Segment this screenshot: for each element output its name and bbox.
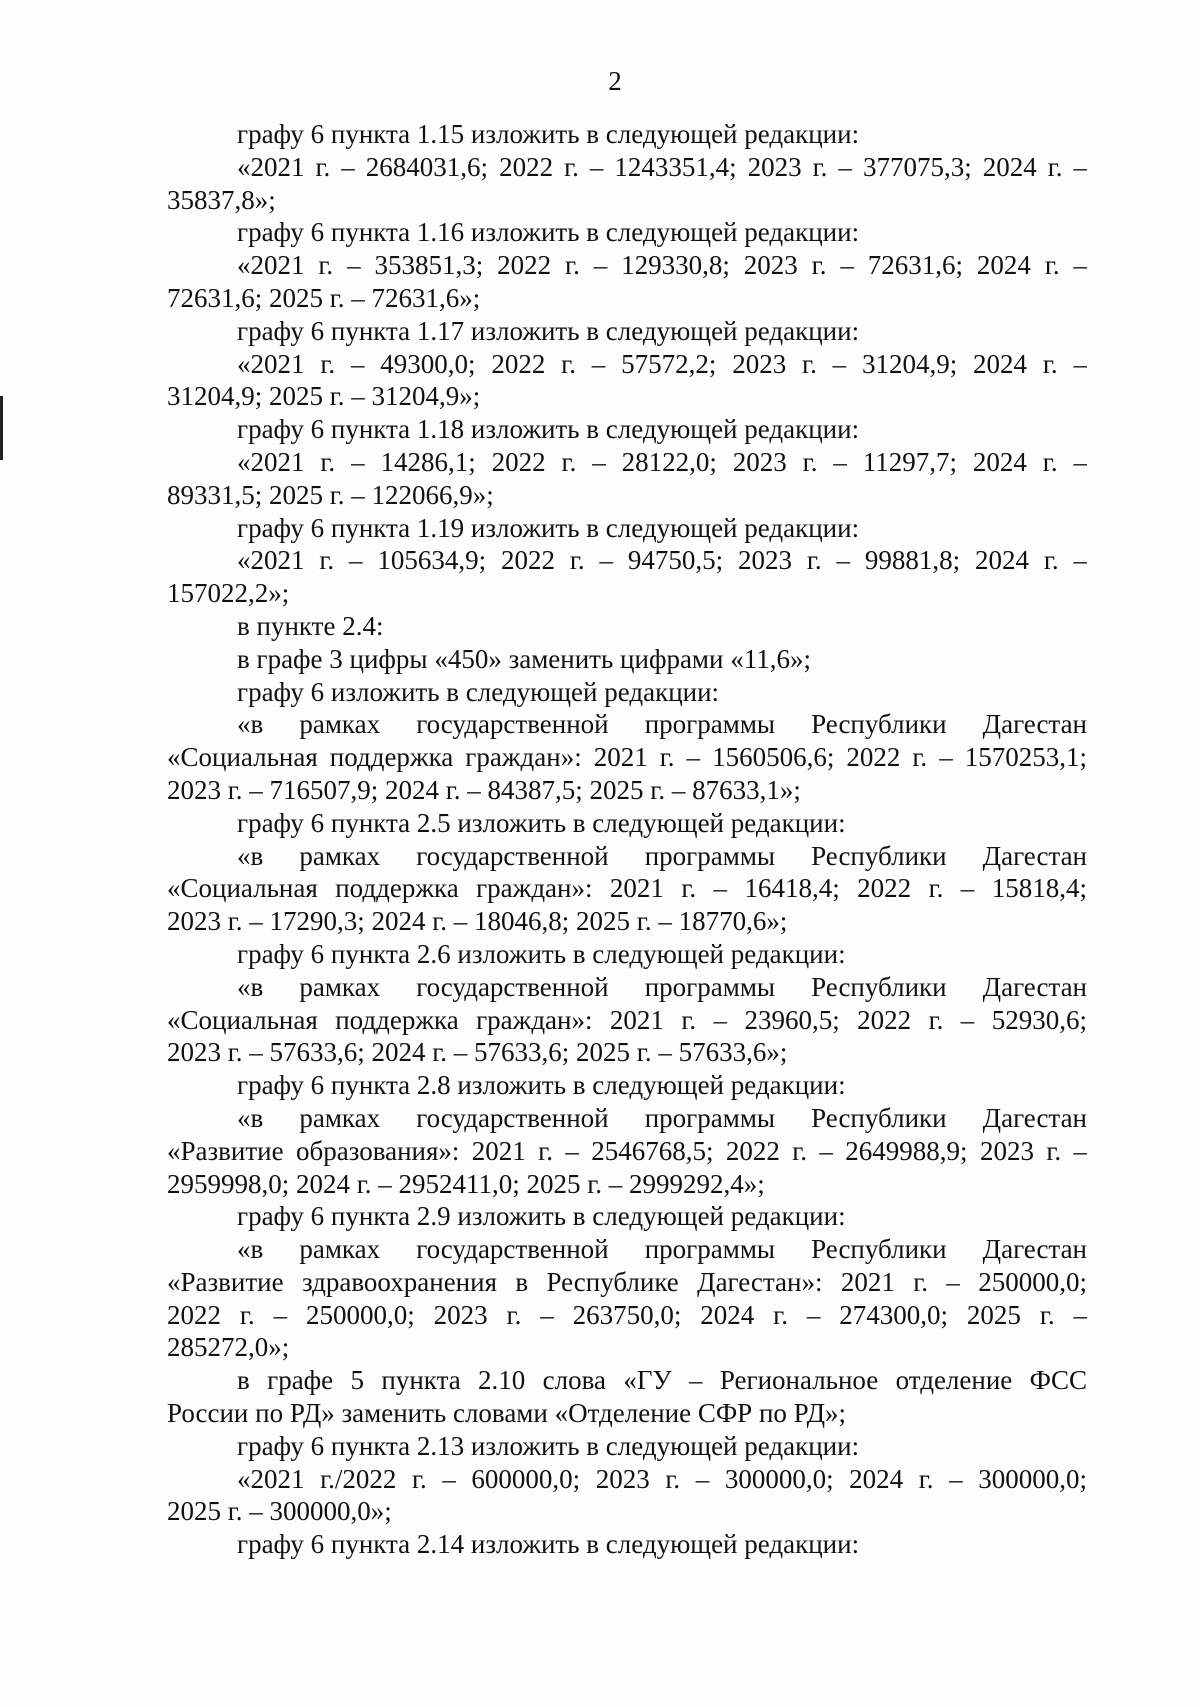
text-line: 2023 г. – 57633,6; 2024 г. – 57633,6; 2025 г. – 57633,6»; [167, 1037, 788, 1068]
text-line: графу 6 пункта 2.14 изложить в следующей редакции: [237, 1529, 860, 1560]
text-line: 157022,2»; [167, 578, 290, 609]
text-line: «Развитие здравоохранения в Республике Дагестан»: 2021 г. – 250000,0; [167, 1266, 1087, 1297]
text-line: в пункте 2.4: [237, 610, 384, 641]
text-line: 2023 г. – 716507,9; 2024 г. – 84387,5; 2025 г. – 87633,1»; [167, 774, 801, 805]
text-line: «2021 г. – 105634,9; 2022 г. – 94750,5; 2023 г. – 99881,8; 2024 г. – [237, 545, 1087, 576]
text-line: 72631,6; 2025 г. – 72631,6»; [167, 282, 481, 313]
text-line: в графе 3 цифры «450» заменить цифрами «11,6»; [237, 643, 811, 674]
text-line: «в рамках государственной программы Республики Дагестан [237, 1102, 1087, 1133]
text-line: 2023 г. – 17290,3; 2024 г. – 18046,8; 2025 г. – 18770,6»; [167, 906, 788, 937]
document-body [167, 118, 1087, 1561]
text-line: графу 6 пункта 1.18 изложить в следующей редакции: [237, 414, 860, 445]
text-line: 35837,8»; [167, 184, 276, 215]
text-line: графу 6 пункта 2.13 изложить в следующей редакции: [237, 1430, 860, 1461]
text-line: «2021 г. – 49300,0; 2022 г. – 57572,2; 2023 г. – 31204,9; 2024 г. – [237, 348, 1087, 379]
text-line: графу 6 пункта 2.5 изложить в следующей редакции: [237, 807, 846, 838]
text-line: 2025 г. – 300000,0»; [167, 1496, 392, 1527]
text-line: «в рамках государственной программы Республики Дагестан [237, 840, 1087, 871]
text-line: «2021 г./2022 г. – 600000,0; 2023 г. – 300000,0; 2024 г. – 300000,0; [237, 1463, 1087, 1494]
text-line: «в рамках государственной программы Республики Дагестан [237, 709, 1087, 740]
text-line: 2959998,0; 2024 г. – 2952411,0; 2025 г. – 2999292,4»; [167, 1168, 765, 1199]
text-line: «Социальная поддержка граждан»: 2021 г. – 23960,5; 2022 г. – 52930,6; [167, 1004, 1087, 1035]
text-line: 285272,0»; [167, 1332, 290, 1363]
text-line: «в рамках государственной программы Республики Дагестан [237, 1234, 1087, 1265]
text-line: «2021 г. – 14286,1; 2022 г. – 28122,0; 2023 г. – 11297,7; 2024 г. – [237, 446, 1087, 477]
text-line: графу 6 изложить в следующей редакции: [237, 676, 720, 707]
text-line: «в рамках государственной программы Республики Дагестан [237, 971, 1087, 1002]
text-line: графу 6 пункта 1.17 изложить в следующей редакции: [237, 315, 860, 346]
text-line: графу 6 пункта 1.15 изложить в следующей редакции: [237, 119, 860, 149]
text-line: «Развитие образования»: 2021 г. – 2546768,5; 2022 г. – 2649988,9; 2023 г. – [167, 1135, 1087, 1166]
text-line: 89331,5; 2025 г. – 122066,9»; [167, 479, 494, 510]
text-line: 31204,9; 2025 г. – 31204,9»; [167, 381, 481, 412]
text-line: графу 6 пункта 1.16 изложить в следующей редакции: [237, 217, 860, 248]
text-line: «2021 г. – 353851,3; 2022 г. – 129330,8; 2023 г. – 72631,6; 2024 г. – [237, 250, 1087, 281]
page-number: 2 [608, 66, 622, 96]
text-line: графу 6 пункта 2.8 изложить в следующей редакции: [237, 1070, 846, 1101]
text-line: «Социальная поддержка граждан»: 2021 г. – 16418,4; 2022 г. – 15818,4; [167, 873, 1087, 904]
text-line: «2021 г. – 2684031,6; 2022 г. – 1243351,4; 2023 г. – 377075,3; 2024 г. – [237, 151, 1087, 182]
text-line: России по РД» заменить словами «Отделение СФР по РД»; [167, 1398, 847, 1429]
scan-edge-mark [0, 396, 3, 460]
text-line: в графе 5 пункта 2.10 слова «ГУ – Региональное отделение ФСС [237, 1365, 1087, 1396]
text-line: графу 6 пункта 2.9 изложить в следующей редакции: [237, 1201, 846, 1232]
text-line: «Социальная поддержка граждан»: 2021 г. – 1560506,6; 2022 г. – 1570253,1; [167, 742, 1087, 773]
text-line: графу 6 пункта 2.6 изложить в следующей редакции: [237, 938, 846, 969]
text-line: графу 6 пункта 1.19 изложить в следующей редакции: [237, 512, 860, 543]
text-line: 2022 г. – 250000,0; 2023 г. – 263750,0; 2024 г. – 274300,0; 2025 г. – [167, 1299, 1087, 1330]
